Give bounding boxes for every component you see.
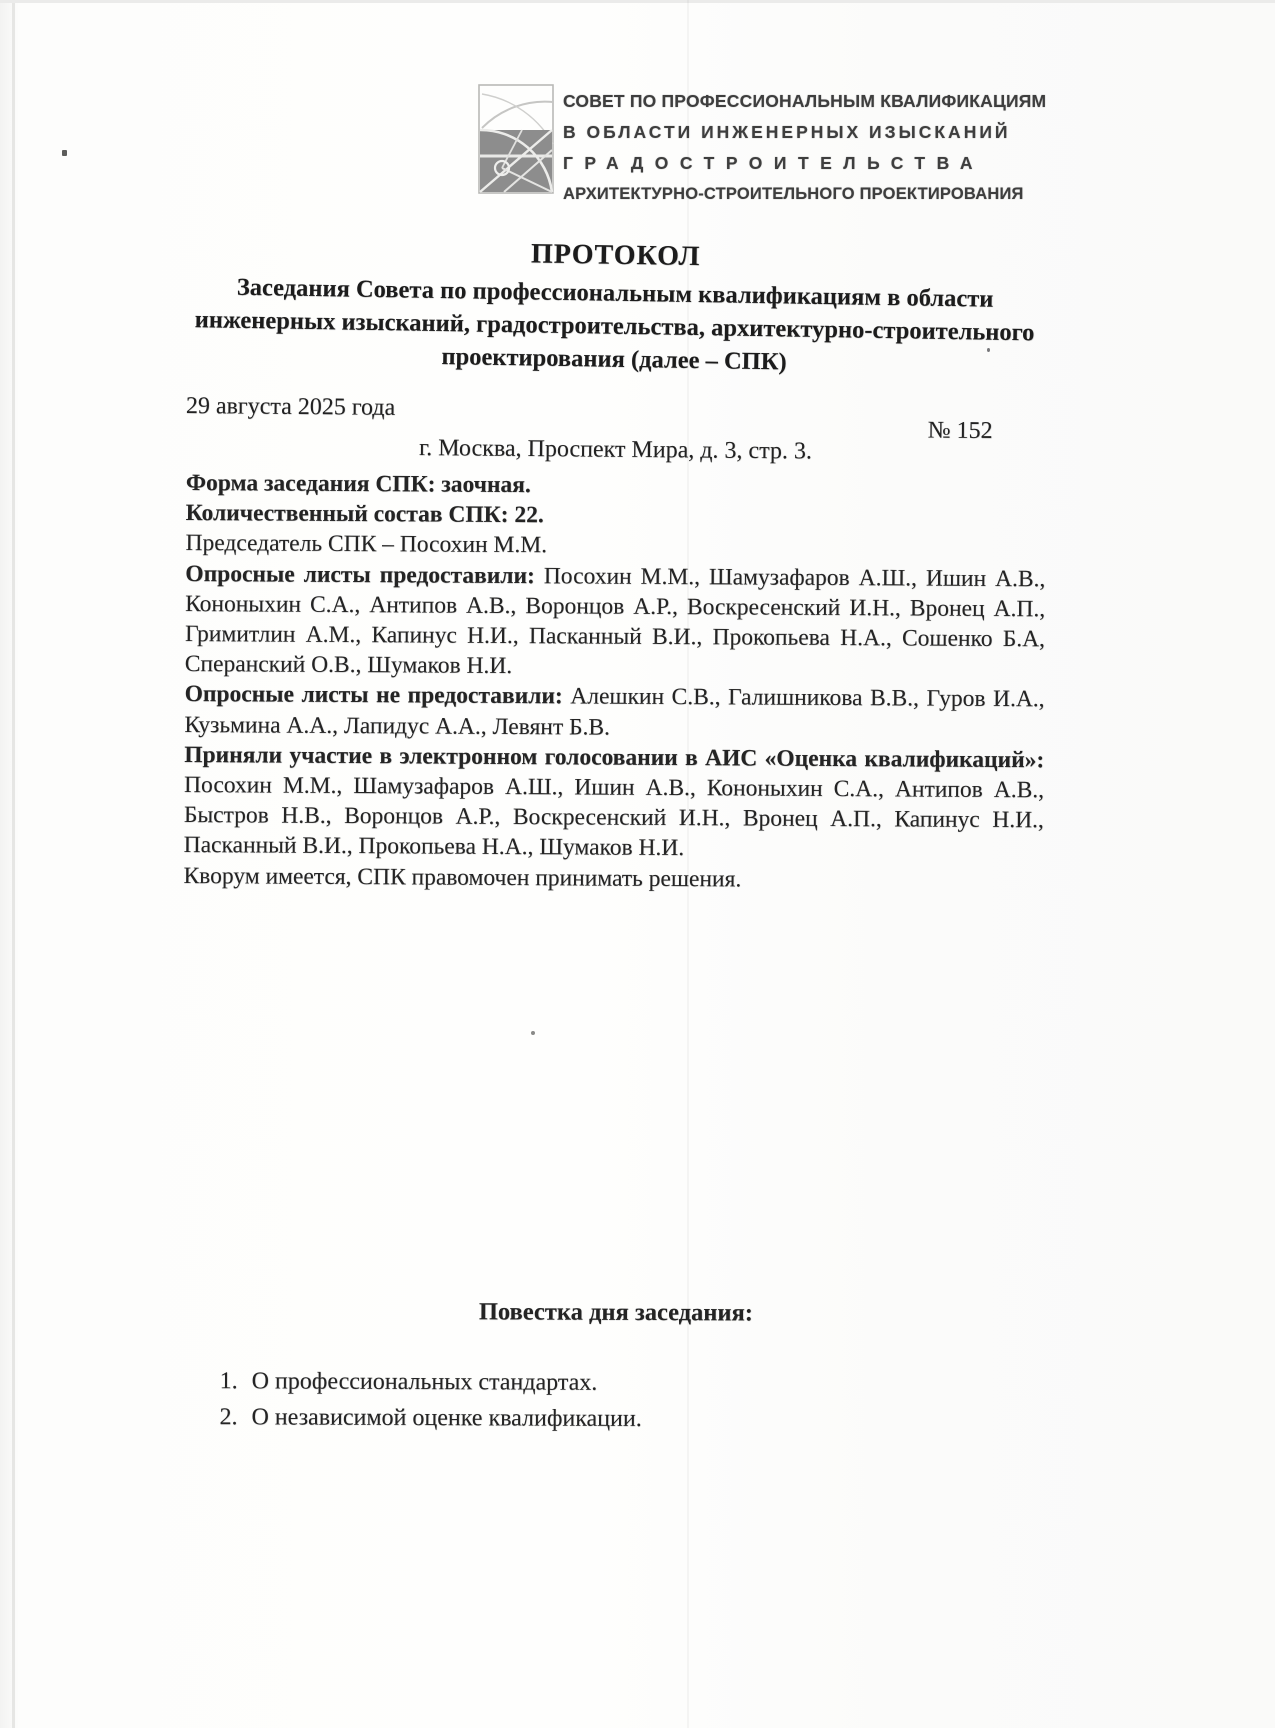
agenda-item-text: О независимой оценке квалификации.: [251, 1404, 642, 1432]
agenda-item: [186, 1363, 1046, 1403]
letterhead-text: [563, 86, 1047, 210]
agenda-item-number: 2.: [219, 1404, 238, 1431]
document-body: [183, 468, 1046, 896]
agenda-list: [185, 1363, 1045, 1439]
agenda-section: [185, 1297, 1046, 1439]
letterhead-line-3: ГРАДОСТРОИТЕЛЬСТВА: [563, 153, 985, 173]
agenda-title: Повестка дня заседания:: [478, 1298, 754, 1327]
doc-location: г. Москва, Проспект Мира, д. 3, стр. 3.: [418, 435, 813, 465]
agenda-item-number: 1.: [219, 1368, 238, 1395]
quorum-line: Кворум имеется, СПК правомочен принимать решения.: [183, 862, 742, 893]
meeting-form-line: Форма заседания СПК: заочная.: [185, 469, 531, 499]
doc-subject-title: Заседания Совета по профессиональным квалификациям в области инженерных изысканий, градостроительства, архитектурно-строительного проектирования (далее – СПК): [194, 273, 1035, 376]
evoting-label: Приняли участие в электронном голосовании в АИС «Оценка квалификаций»:: [184, 741, 1045, 774]
not-provided-paragraph: [184, 679, 1044, 745]
document-heading: [184, 233, 1046, 382]
chairman-line: Председатель СПК – Посохин М.М.: [185, 530, 548, 559]
composition-line: Количественный состав СПК: 22.: [185, 500, 544, 529]
doc-type-title: ПРОТОКОЛ: [530, 238, 701, 273]
agenda-item: [185, 1399, 1045, 1439]
scan-left-edge: [12, 0, 15, 1728]
agenda-item-text: О профессиональных стандартах.: [251, 1368, 598, 1396]
evoting-names: Посохин М.М., Шамузафаров А.Ш., Ишин А.В., Кононыхин С.А., Антипов А.В., Быстров Н.В., Воронцов А.Р., Воскресенский И.Н., Вронец А.П., Капинус Н.И., Пасканный В.И., Прокопьева Н.А., Шумаков Н.И.: [183, 772, 1045, 862]
document-meta: [185, 393, 1046, 468]
doc-number: № 152: [927, 417, 993, 445]
provided-names: Посохин М.М., Шамузафаров А.Ш., Ишин А.В., Кононыхин С.А., Антипов А.В., Воронцов А.Р., Воскресенский И.Н., Вронец А.П., Гримитлин А.М., Капинус Н.И., Пасканный В.И., Прокопьева Н.А., Сошенко Б.А, Сперанский О.В., Шумаков Н.И.: [184, 562, 1046, 680]
not-provided-label: Опросные листы не предоставили:: [184, 681, 563, 710]
scan-speck: [62, 150, 67, 156]
golden-section-logo-icon: [478, 84, 554, 194]
provided-label: Опросные листы предоставили:: [185, 560, 535, 589]
scan-top-edge: [0, 0, 1275, 3]
provided-paragraph: [185, 559, 1046, 685]
letterhead-line-4: АРХИТЕКТУРНО-СТРОИТЕЛЬНОГО ПРОЕКТИРОВАНИЯ: [563, 185, 1024, 203]
doc-date: 29 августа 2025 года: [185, 393, 396, 421]
letterhead-line-1: СОВЕТ ПО ПРОФЕССИОНАЛЬНЫМ КВАЛИФИКАЦИЯМ: [563, 91, 1047, 111]
meta-row: [185, 393, 1046, 445]
evoting-paragraph: [184, 740, 1045, 866]
scan-speck: [531, 1031, 535, 1035]
letterhead-line-2: В ОБЛАСТИ ИНЖЕНЕРНЫХ ИЗЫСКАНИЙ: [563, 122, 1011, 142]
not-provided-names: Алешкин С.В., Галишникова В.В., Гуров И.А., Кузьмина А.А., Лапидус А.А., Левянт Б.В.: [184, 683, 1045, 741]
